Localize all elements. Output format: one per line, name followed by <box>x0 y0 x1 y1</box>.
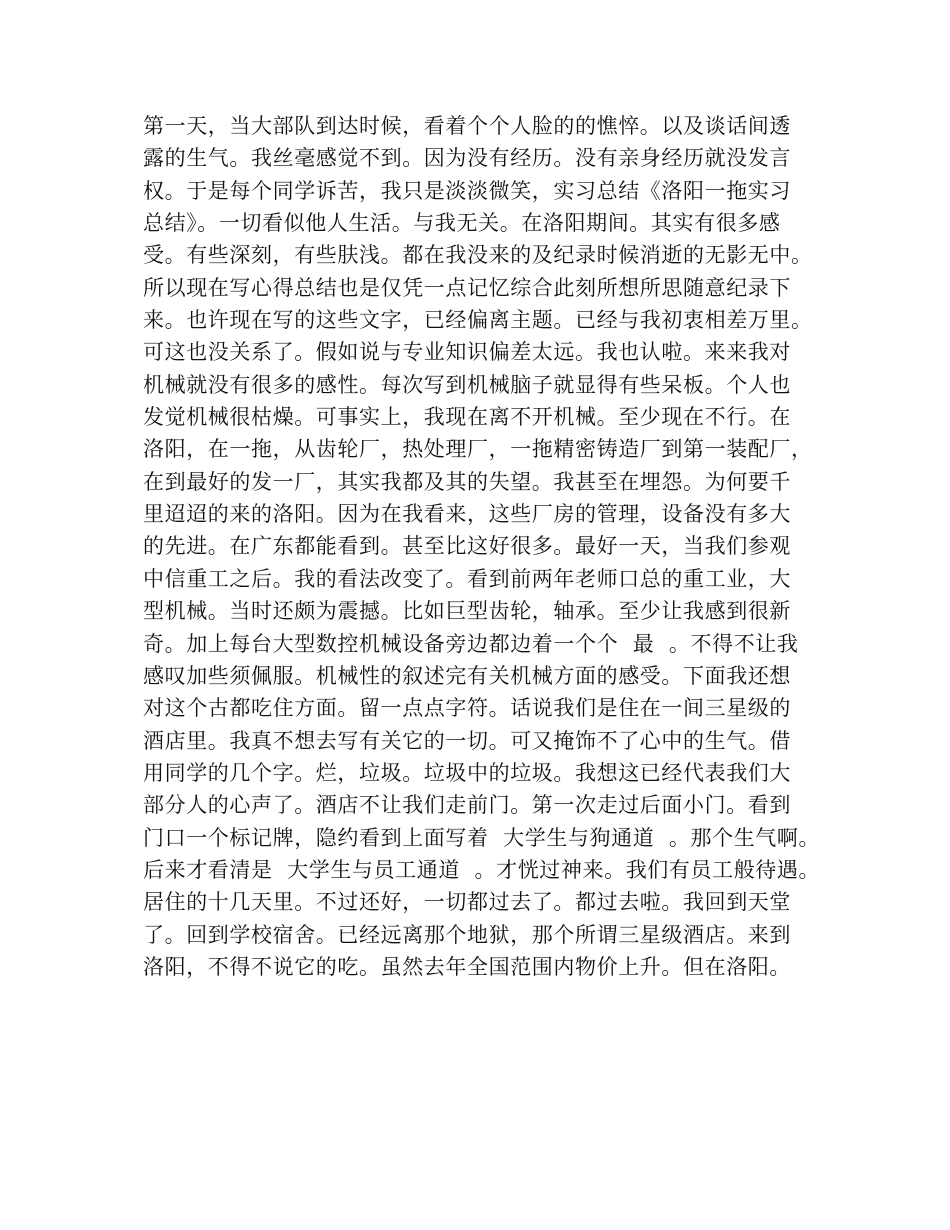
text-line: 中信重工之后。我的看法改变了。看到前两年老师口总的重工业，大 <box>143 566 791 591</box>
text-line: 部分人的心声了。酒店不让我们走前门。第一次走过后面小门。看到 <box>143 793 791 818</box>
text-line: 感叹加些须佩服。机械性的叙述完有关机械方面的感受。下面我还想 <box>143 663 791 688</box>
text-line: 用同学的几个字。烂，垃圾。垃圾中的垃圾。我想这已经代表我们大 <box>143 760 791 785</box>
text-line: 权。于是每个同学诉苦，我只是淡淡微笑，实习总结《洛阳一拖实习 <box>143 178 791 203</box>
text-line: 所以现在写心得总结也是仅凭一点记忆综合此刻所想所思随意纪录下 <box>143 275 791 300</box>
text-line: 露的生气。我丝毫感觉不到。因为没有经历。没有亲身经历就没发言 <box>143 146 791 171</box>
text-line: 在到最好的发一厂，其实我都及其的失望。我甚至在埋怨。为何要千 <box>143 469 791 494</box>
text-line: 型机械。当时还颇为震撼。比如巨型齿轮，轴承。至少让我感到很新 <box>143 599 791 624</box>
text-line: 酒店里。我真不想去写有关它的一切。可又掩饰不了心中的生气。借 <box>143 728 791 753</box>
text-line: 第一天，当大部队到达时候，看着个个人脸的的憔悴。以及谈话间透 <box>143 114 791 138</box>
text-line: 受。有些深刻，有些肤浅。都在我没来的及纪录时候消逝的无影无中。 <box>143 243 813 268</box>
text-line: 洛阳，在一拖，从齿轮厂，热处理厂，一拖精密铸造厂到第一装配厂， <box>143 437 813 462</box>
text-line: 了。回到学校宿舍。已经远离那个地狱，那个所谓三星级酒店。来到 <box>143 922 791 947</box>
text-line: 来。也许现在写的这些文字，已经偏离主题。已经与我初衷相差万里。 <box>143 308 813 333</box>
text-line: 奇。加上每台大型数控机械设备旁边都边着一个个 最 。不得不让我 <box>143 631 799 656</box>
text-line: 居住的十几天里。不过还好，一切都过去了。都过去啦。我回到天堂 <box>143 890 791 915</box>
text-line: 机械就没有很多的感性。每次写到机械脑子就显得有些呆板。个人也 <box>143 372 791 397</box>
text-line: 门口一个标记牌，隐约看到上面写着 大学生与狗通道 。那个生气啊。 <box>143 825 821 850</box>
text-line: 对这个古都吃住方面。留一点点字符。话说我们是住在一间三星级的 <box>143 696 791 721</box>
text-line: 里迢迢的来的洛阳。因为在我看来，这些厂房的管理，设备没有多大 <box>143 502 791 527</box>
text-line: 后来才看清是 大学生与员工通道 。才恍过神来。我们有员工般待遇。 <box>143 857 821 882</box>
body-text <box>143 110 823 983</box>
text-line: 可这也没关系了。假如说与专业知识偏差太远。我也认啦。来来我对 <box>143 340 791 365</box>
text-line: 的先进。在广东都能看到。甚至比这好很多。最好一天，当我们参观 <box>143 534 791 559</box>
text-line: 洛阳，不得不说它的吃。虽然去年全国范围内物价上升。但在洛阳。 <box>143 954 791 979</box>
text-line: 发觉机械很枯燥。可事实上，我现在离不开机械。至少现在不行。在 <box>143 405 791 430</box>
text-line: 总结》。一切看似他人生活。与我无关。在洛阳期间。其实有很多感 <box>143 211 781 236</box>
